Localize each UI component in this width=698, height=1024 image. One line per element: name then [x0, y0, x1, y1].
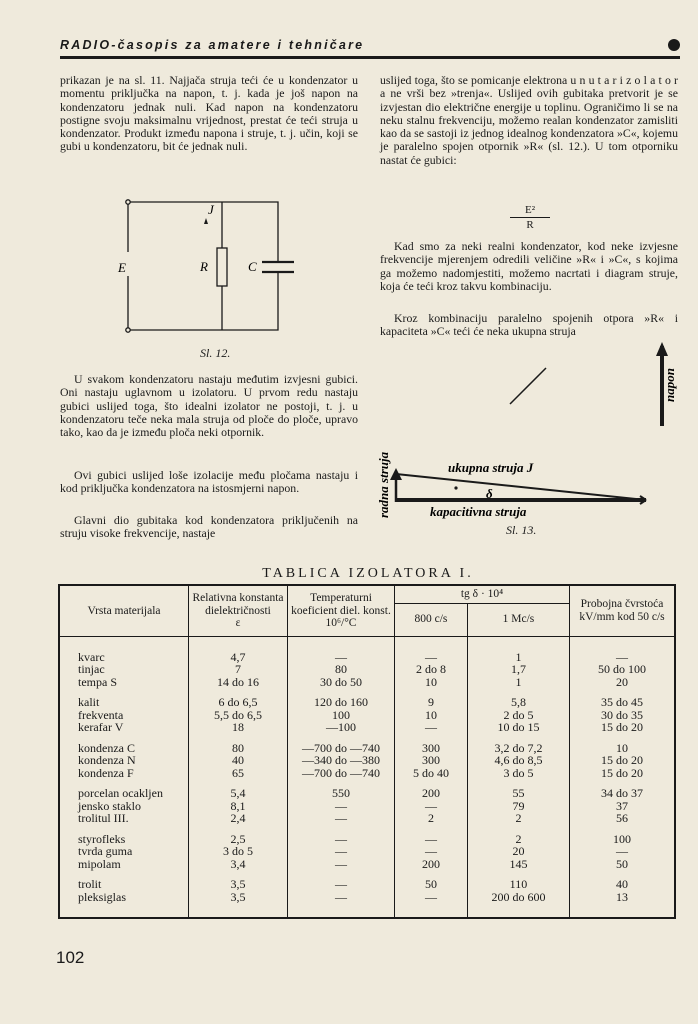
cell-tg-1mc: 200 do 600 — [467, 891, 569, 919]
group-spacer — [59, 825, 675, 833]
table-row — [59, 721, 675, 734]
cell-dielectric-constant: 3,5 — [189, 878, 288, 891]
table-row — [59, 878, 675, 891]
cell-temperature-coefficient: — — [288, 800, 395, 813]
cell-material: jensko staklo — [59, 800, 189, 813]
cell-temperature-coefficient: —100 — [288, 721, 395, 734]
cell-tg-800: 200 — [395, 858, 468, 871]
cell-temperature-coefficient: —700 do —740 — [288, 742, 395, 755]
table-row — [59, 663, 675, 676]
cell-tg-1mc: 4,6 do 8,5 — [467, 754, 569, 767]
cell-dielectric-constant: 5,4 — [189, 787, 288, 800]
cell-material: trolit — [59, 878, 189, 891]
cell-dielectric-constant: 5,5 do 6,5 — [189, 709, 288, 722]
cell-temperature-coefficient: 550 — [288, 787, 395, 800]
cell-material: kvarc — [59, 636, 189, 663]
table-title: TABLICA IZOLATORA I. — [262, 566, 474, 581]
col-header-material: Vrsta materijala — [59, 585, 189, 636]
right-column-paragraph-1: uslijed toga, što se pomicanje elektrona u n u t a r i z o l a t o r a ne vrši bez »trenja«. Uslijed ovih gubitaka pretvorit je se izvjestan dio električne energije u toplinu. Ograničimo li se na neku stalnu frekvenciju, možemo realan kondenzator zamisliti kao da se sastoji iz jednog idealnog kondenzatora »C«, kojemu je paralelno spojen otpornik »R« (sl. 12.). U tom otporniku nastat će gubici: — [380, 73, 678, 167]
cell-breakdown-strength: 20 — [570, 676, 676, 689]
cell-dielectric-constant: 40 — [189, 754, 288, 767]
cell-tg-800: 300 — [395, 754, 468, 767]
formula-denominator: R — [526, 219, 534, 231]
table-row — [59, 636, 675, 663]
cell-tg-1mc: 10 do 15 — [467, 721, 569, 734]
left-column-paragraph-1: U svakom kondenzatoru nastaju međutim izvjesni gubici. Oni nastaju uglavnom u izolatoru. U prvom redu nastaju gubici uslijed toga, što idealni izolator ne postoji, t. j. u kondenzatoru teče neka mala struja od ploče do ploče, upravo tako, kao da je između ploča neki otpornik. — [60, 372, 358, 440]
cell-temperature-coefficient: — — [288, 833, 395, 846]
cell-tg-1mc: 2 — [467, 833, 569, 846]
epsilon-symbol: ε — [235, 617, 241, 629]
total-current-label: ukupna struja J — [448, 460, 534, 475]
cell-dielectric-constant: 14 do 16 — [189, 676, 288, 689]
cell-dielectric-constant: 8,1 — [189, 800, 288, 813]
col-header-dielectric-constant-text: Relativna konstanta dielektričnosti — [192, 592, 284, 617]
page-number: 102 — [56, 948, 85, 967]
cell-temperature-coefficient: 120 do 160 — [288, 696, 395, 709]
cell-breakdown-strength: 37 — [570, 800, 676, 813]
capacitor-label-C: C — [248, 259, 257, 274]
col-header-dielectric-constant — [189, 585, 288, 636]
insulator-table — [58, 584, 676, 919]
cell-tg-800: 200 — [395, 787, 468, 800]
cell-tg-1mc: 1 — [467, 676, 569, 689]
cell-dielectric-constant: 80 — [189, 742, 288, 755]
cell-tg-800: 50 — [395, 878, 468, 891]
cell-breakdown-strength: 10 — [570, 742, 676, 755]
col-header-tg-delta: tg δ · 10⁴ — [395, 585, 570, 603]
left-column-intro-paragraph: prikazan je na sl. 11. Najjača struja teći će u kondenzator u momentu priključka na napon, t. j. kada je još napon na kondenzatoru jednak nuli. Kad napon na kondenzatoru postigne svoju maksimalnu vrijednost, prestat će teći struja u kondenzator. Produkt između napona i struje, t. j. učin, koji se gubi u kondenzatoru, bit će jednak nuli. — [60, 73, 358, 154]
col-header-temperature-coefficient: Temperaturni koeficient diel. konst. 10⁶/°C — [288, 585, 395, 636]
cell-tg-800: 10 — [395, 676, 468, 689]
cell-tg-800: — — [395, 845, 468, 858]
table-row — [59, 767, 675, 780]
cell-temperature-coefficient: 100 — [288, 709, 395, 722]
cell-breakdown-strength: 35 do 45 — [570, 696, 676, 709]
cell-temperature-coefficient: — — [288, 636, 395, 663]
cell-temperature-coefficient: — — [288, 878, 395, 891]
cell-tg-1mc: 20 — [467, 845, 569, 858]
cell-temperature-coefficient: 30 do 50 — [288, 676, 395, 689]
cell-breakdown-strength: 40 — [570, 878, 676, 891]
cell-material: trolitul III. — [59, 812, 189, 825]
figure-13-current-diagram — [370, 340, 680, 540]
cell-dielectric-constant: 6 do 6,5 — [189, 696, 288, 709]
cell-tg-1mc: 2 do 5 — [467, 709, 569, 722]
cell-tg-1mc: 110 — [467, 878, 569, 891]
table-row — [59, 833, 675, 846]
cell-material: tempa S — [59, 676, 189, 689]
cell-breakdown-strength: — — [570, 636, 676, 663]
cell-breakdown-strength: 15 do 20 — [570, 754, 676, 767]
cell-temperature-coefficient: — — [288, 845, 395, 858]
cell-material: styrofleks — [59, 833, 189, 846]
cell-breakdown-strength: 50 do 100 — [570, 663, 676, 676]
cell-tg-1mc: 1 — [467, 636, 569, 663]
col-header-breakdown-strength: Probojna čvrstoća kV/mm kod 50 c/s — [570, 585, 676, 636]
table-row — [59, 858, 675, 871]
loss-angle-delta: δ — [486, 486, 493, 501]
cell-tg-1mc: 3,2 do 7,2 — [467, 742, 569, 755]
cell-tg-800: 9 — [395, 696, 468, 709]
table-row — [59, 812, 675, 825]
cell-dielectric-constant: 7 — [189, 663, 288, 676]
cell-tg-1mc: 5,8 — [467, 696, 569, 709]
cell-tg-1mc: 145 — [467, 858, 569, 871]
cell-tg-1mc: 55 — [467, 787, 569, 800]
figure-12-circuit-diagram — [110, 190, 310, 340]
cell-temperature-coefficient: 80 — [288, 663, 395, 676]
bullet-dot-icon — [668, 39, 680, 51]
cell-breakdown-strength: — — [570, 845, 676, 858]
resistor-label-R: R — [200, 259, 208, 274]
power-loss-formula — [510, 204, 550, 231]
cell-dielectric-constant: 65 — [189, 767, 288, 780]
formula-numerator: E² — [510, 204, 550, 218]
journal-title: RADIO-časopis za amatere i tehničare — [60, 38, 365, 52]
cell-dielectric-constant: 18 — [189, 721, 288, 734]
table-body — [59, 636, 675, 918]
cell-tg-800: 2 do 8 — [395, 663, 468, 676]
table-row — [59, 891, 675, 919]
cell-tg-1mc: 3 do 5 — [467, 767, 569, 780]
table-row — [59, 696, 675, 709]
left-column-paragraph-2: Ovi gubici uslijed loše izolacije među pločama nastaju i kod priključka kondenzatora na istosmjerni napon. — [60, 468, 358, 496]
cell-tg-800: 5 do 40 — [395, 767, 468, 780]
cell-tg-800: — — [395, 636, 468, 663]
cell-material: kalit — [59, 696, 189, 709]
cell-material: porcelan ocakljen — [59, 787, 189, 800]
group-spacer — [59, 870, 675, 878]
cell-material: tinjac — [59, 663, 189, 676]
col-header-1-mcs: 1 Mc/s — [467, 603, 569, 636]
right-column-paragraph-2: Kad smo za neki realni kondenzator, kod neke izvjesne frekvencije mjerenjem odredili veličine »R« i »C«, s kojima ga možemo nadomjestiti, možemo nacrtati i diagram struje, koja će teći kroz takvu kombinaciju. — [380, 239, 678, 293]
cell-material: kondenza F — [59, 767, 189, 780]
cell-material: frekventa — [59, 709, 189, 722]
cell-material: mipolam — [59, 858, 189, 871]
left-column-paragraph-3: Glavni dio gubitaka kod kondenzatora priključenih na struju visoke frekvencije, nastaje — [60, 513, 358, 541]
table-row — [59, 787, 675, 800]
cell-dielectric-constant: 2,5 — [189, 833, 288, 846]
cell-breakdown-strength: 50 — [570, 858, 676, 871]
cell-breakdown-strength: 13 — [570, 891, 676, 919]
cell-breakdown-strength: 15 do 20 — [570, 721, 676, 734]
cell-tg-800: 300 — [395, 742, 468, 755]
figure-13-caption: Sl. 13. — [506, 523, 537, 537]
table-row — [59, 845, 675, 858]
cell-tg-800: 10 — [395, 709, 468, 722]
cell-temperature-coefficient: — — [288, 891, 395, 919]
cell-dielectric-constant: 2,4 — [189, 812, 288, 825]
cell-material: kerafar V — [59, 721, 189, 734]
cell-tg-800: — — [395, 891, 468, 919]
table-row — [59, 754, 675, 767]
cell-breakdown-strength: 100 — [570, 833, 676, 846]
active-current-label: radna struja — [376, 451, 391, 518]
cell-breakdown-strength: 30 do 35 — [570, 709, 676, 722]
table-row — [59, 800, 675, 813]
cell-dielectric-constant: 4,7 — [189, 636, 288, 663]
cell-dielectric-constant: 3 do 5 — [189, 845, 288, 858]
cell-tg-800: — — [395, 800, 468, 813]
running-header — [60, 36, 680, 59]
cell-material: pleksiglas — [59, 891, 189, 919]
cell-tg-1mc: 79 — [467, 800, 569, 813]
col-header-800-cs: 800 c/s — [395, 603, 468, 636]
cell-tg-1mc: 1,7 — [467, 663, 569, 676]
cell-breakdown-strength: 34 do 37 — [570, 787, 676, 800]
cell-material: tvrda guma — [59, 845, 189, 858]
table-row — [59, 709, 675, 722]
cell-tg-1mc: 2 — [467, 812, 569, 825]
right-column-paragraph-3: Kroz kombinaciju paralelno spojenih otpora »R« i kapaciteta »C« teći će neka ukupna struja — [380, 311, 678, 339]
voltage-label-E: E — [118, 260, 126, 275]
table-row — [59, 676, 675, 689]
cell-tg-800: 2 — [395, 812, 468, 825]
cell-temperature-coefficient: — — [288, 858, 395, 871]
cell-tg-800: — — [395, 721, 468, 734]
cell-dielectric-constant: 3,4 — [189, 858, 288, 871]
cell-breakdown-strength: 15 do 20 — [570, 767, 676, 780]
cell-temperature-coefficient: —340 do —380 — [288, 754, 395, 767]
cell-material: kondenza N — [59, 754, 189, 767]
cell-dielectric-constant: 3,5 — [189, 891, 288, 919]
cell-breakdown-strength: 56 — [570, 812, 676, 825]
cell-tg-800: — — [395, 833, 468, 846]
figure-12-caption: Sl. 12. — [200, 346, 231, 360]
cell-temperature-coefficient: — — [288, 812, 395, 825]
cell-material: kondenza C — [59, 742, 189, 755]
current-label-J: J — [208, 202, 214, 217]
cell-temperature-coefficient: —700 do —740 — [288, 767, 395, 780]
voltage-axis-label: napon — [662, 368, 677, 402]
capacitive-current-label: kapacitivna struja — [430, 504, 527, 519]
